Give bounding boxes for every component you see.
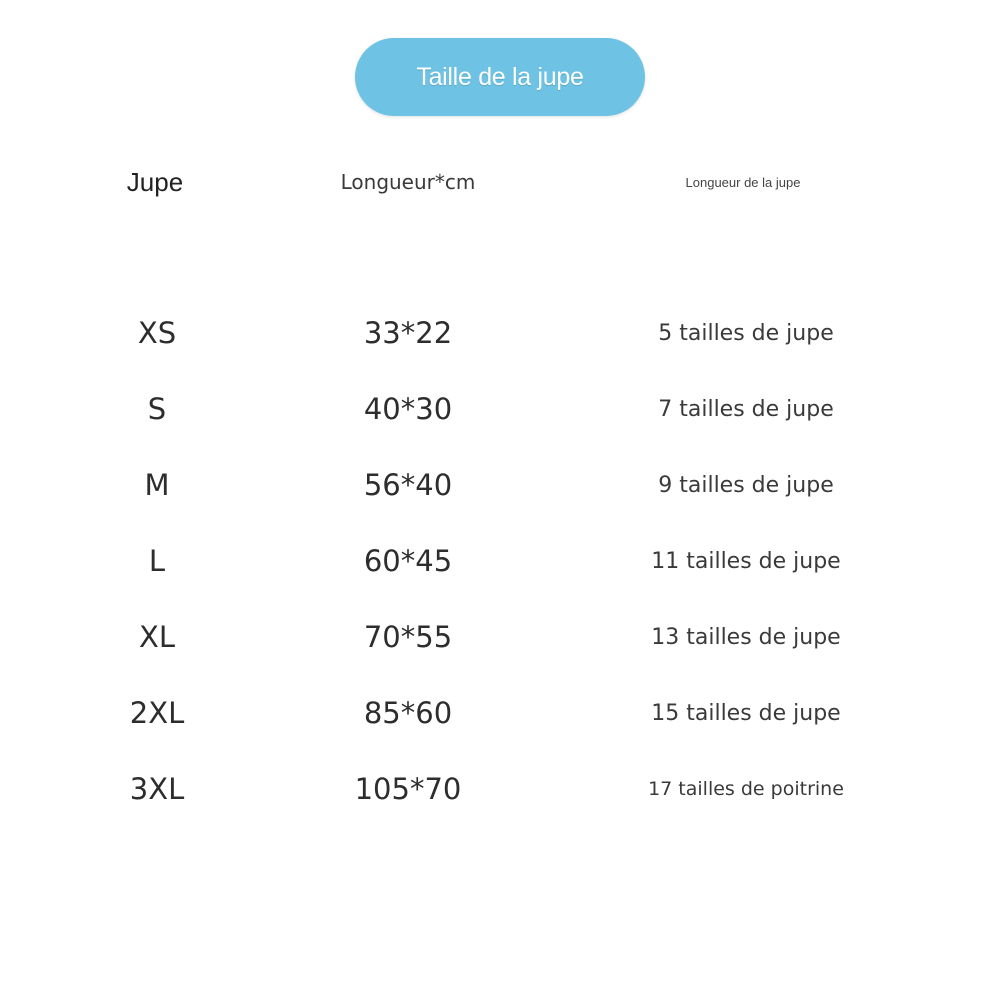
size-cell: L [148, 544, 166, 578]
length-cell: 105*70 [354, 772, 462, 806]
table-row [0, 313, 1000, 353]
table-row [0, 617, 1000, 657]
length-cell: 85*60 [363, 696, 453, 730]
description-cell: 5 tailles de jupe [658, 320, 834, 346]
table-row [0, 465, 1000, 505]
size-cell: XS [137, 316, 177, 350]
size-cell: 3XL [129, 772, 185, 806]
size-cell: S [147, 392, 167, 426]
size-cell: XL [138, 620, 176, 654]
description-cell: 15 tailles de jupe [651, 700, 841, 726]
size-cell: 2XL [129, 696, 185, 730]
length-cell: 33*22 [363, 316, 453, 350]
table-row [0, 769, 1000, 809]
column-header-length: Longueur*cm [340, 170, 476, 194]
table-row [0, 541, 1000, 581]
length-cell: 40*30 [363, 392, 453, 426]
table-row [0, 693, 1000, 733]
description-cell: 11 tailles de jupe [651, 548, 841, 574]
length-cell: 56*40 [363, 468, 453, 502]
column-header-description: Longueur de la jupe [685, 174, 801, 190]
description-cell: 17 tailles de poitrine [648, 778, 844, 800]
length-cell: 60*45 [363, 544, 453, 578]
size-cell: M [144, 468, 170, 502]
description-cell: 7 tailles de jupe [658, 396, 834, 422]
title-badge [355, 38, 645, 116]
description-cell: 13 tailles de jupe [651, 624, 841, 650]
column-header-size: Jupe [126, 166, 184, 197]
page-title: Taille de la jupe [416, 62, 584, 91]
length-cell: 70*55 [363, 620, 453, 654]
table-row [0, 389, 1000, 429]
description-cell: 9 tailles de jupe [658, 472, 834, 498]
